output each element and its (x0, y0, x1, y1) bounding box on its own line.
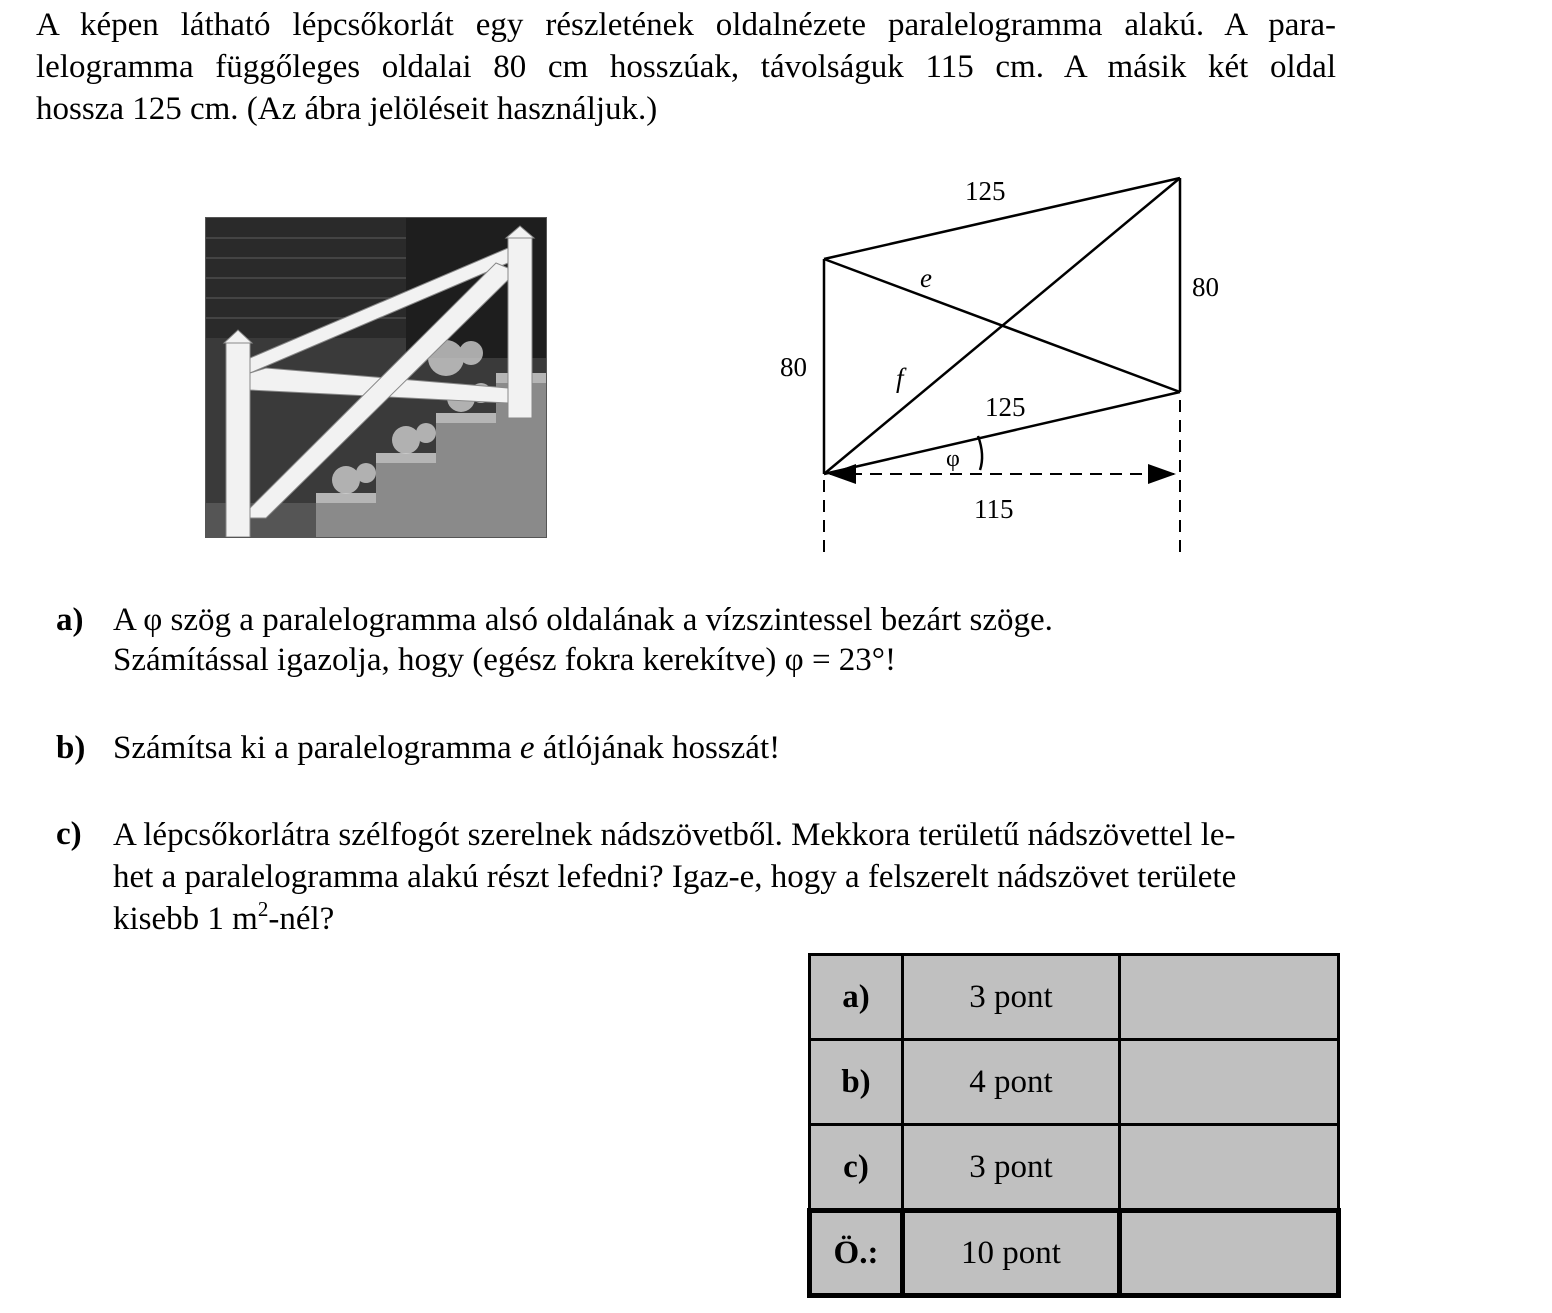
intro-line-2: lelogramma függőleges oldalai 80 cm hosszúak, távolságuk 115 cm. A másik két oldal (36, 49, 1336, 85)
variable-e: e (519, 730, 535, 766)
score-earned-cell[interactable] (1120, 955, 1339, 1040)
task-label: a) (56, 602, 84, 638)
task-b-line-1: Számítsa ki a paralelogramma e átlójának hosszát! (113, 730, 781, 766)
parallelogram-svg (760, 160, 1240, 560)
railing-photo (205, 217, 547, 538)
score-part: a) (810, 955, 903, 1040)
label-left-side: 80 (780, 352, 807, 382)
score-earned-cell[interactable] (1120, 1125, 1339, 1211)
railing-photo-illustration (206, 218, 546, 537)
label-distance: 115 (974, 494, 1014, 524)
score-total-points: 10 pont (903, 1211, 1120, 1296)
problem-statement (36, 4, 1336, 130)
task-label: b) (56, 730, 86, 766)
task-label: c) (56, 816, 82, 852)
label-bottom-side: 125 (985, 392, 1026, 422)
score-row (810, 1125, 1339, 1211)
task-c-line-1: A lépcsőkorlátra szélfogót szerelnek nádszövetből. Mekkora területű nádszövettel le- (113, 817, 1236, 853)
score-points: 3 pont (903, 955, 1120, 1040)
score-total-row (810, 1211, 1339, 1296)
score-earned-cell[interactable] (1120, 1040, 1339, 1125)
label-diagonal-e: e (920, 263, 932, 293)
score-row (810, 1040, 1339, 1125)
intro-line-3: hossza 125 cm. (Az ábra jelöléseit használjuk.) (36, 91, 658, 127)
diagonal-f (824, 178, 1180, 474)
task-a-line-2: Számítással igazolja, hogy (egész fokra kerekítve) φ = 23°! (113, 642, 896, 678)
label-top-side: 125 (965, 176, 1006, 206)
task-a-line-1: A φ szög a paralelogramma alsó oldalának a vízszintessel bezárt szöge. (113, 602, 1053, 638)
score-points: 3 pont (903, 1125, 1120, 1211)
score-table (807, 953, 1341, 1298)
task-c-line-3: kisebb 1 $m^2$-nél? (113, 897, 335, 937)
score-points: 4 pont (903, 1040, 1120, 1125)
label-right-side: 80 (1192, 272, 1219, 302)
label-angle: φ (946, 446, 960, 472)
task-c-line-2: het a paralelogramma alakú részt lefedni? Igaz-e, hogy a felszerelt nádszövet területe (113, 859, 1237, 895)
angle-arc (978, 436, 982, 470)
score-total-label: Ö.: (810, 1211, 903, 1296)
parallelogram-diagram (760, 160, 1240, 560)
score-part: b) (810, 1040, 903, 1125)
score-total-earned-cell[interactable] (1120, 1211, 1339, 1296)
intro-line-1: A képen látható lépcsőkorlát egy részletének oldalnézete paralelogramma alakú. A para- (36, 7, 1336, 43)
score-row (810, 955, 1339, 1040)
score-part: c) (810, 1125, 903, 1211)
label-diagonal-f: f (896, 363, 904, 393)
